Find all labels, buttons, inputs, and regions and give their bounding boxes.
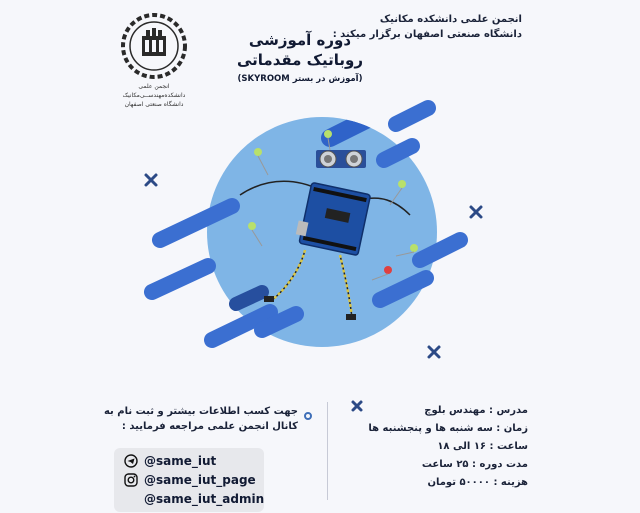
contact-text bbox=[103, 404, 298, 434]
instagram-handle: @same_iut_page bbox=[144, 473, 256, 487]
admin-handle: @same_iut_admin bbox=[144, 492, 265, 506]
telegram-icon bbox=[124, 454, 138, 468]
organizer-line2: دانشگاه صنعتی اصفهان برگزار میکند : bbox=[332, 29, 522, 40]
logo-caption-line1: انجمن علمی bbox=[138, 83, 170, 90]
detail-fee: هزینه : ۵۰۰۰۰ تومان bbox=[427, 477, 528, 488]
bullet-circle-icon bbox=[304, 412, 312, 420]
contact-line2: کانال انجمن علمی مراجعه فرمایید : bbox=[121, 421, 298, 432]
social-admin[interactable] bbox=[124, 490, 264, 508]
sensor-eyes bbox=[316, 150, 366, 168]
detail-schedule: زمان : سه شنبه ها و پنجشنبه ها bbox=[368, 423, 528, 434]
divider bbox=[327, 402, 328, 500]
organizer-line1: انجمن علمی دانشکده مکانیک bbox=[379, 14, 522, 25]
detail-instructor: مدرس : مهندس بلوچ bbox=[424, 405, 528, 416]
detail-duration: مدت دوره : ۲۵ ساعت bbox=[421, 459, 528, 470]
detail-hours: ساعت : ۱۶ الی ۱۸ bbox=[437, 441, 528, 452]
logo-caption-line2: دانشکده‌مهندســی‌مکانیک bbox=[122, 92, 186, 99]
logo-caption-line3: دانشگاه صنعتی اصفهان bbox=[124, 101, 184, 108]
title-line1: دوره آموزشی bbox=[248, 31, 352, 49]
title-line3: (آموزش در بستر SKYROOM) bbox=[237, 74, 363, 84]
social-telegram[interactable] bbox=[124, 452, 216, 470]
contact-line1: جهت کسب اطلاعات بیشتر و ثبت نام به bbox=[103, 406, 298, 417]
spacer bbox=[124, 492, 138, 506]
title-line2: روباتیک مقدماتی bbox=[236, 51, 364, 69]
instagram-icon bbox=[124, 473, 138, 487]
course-details bbox=[350, 402, 528, 492]
telegram-handle: @same_iut bbox=[144, 454, 217, 468]
social-instagram[interactable] bbox=[124, 471, 256, 489]
